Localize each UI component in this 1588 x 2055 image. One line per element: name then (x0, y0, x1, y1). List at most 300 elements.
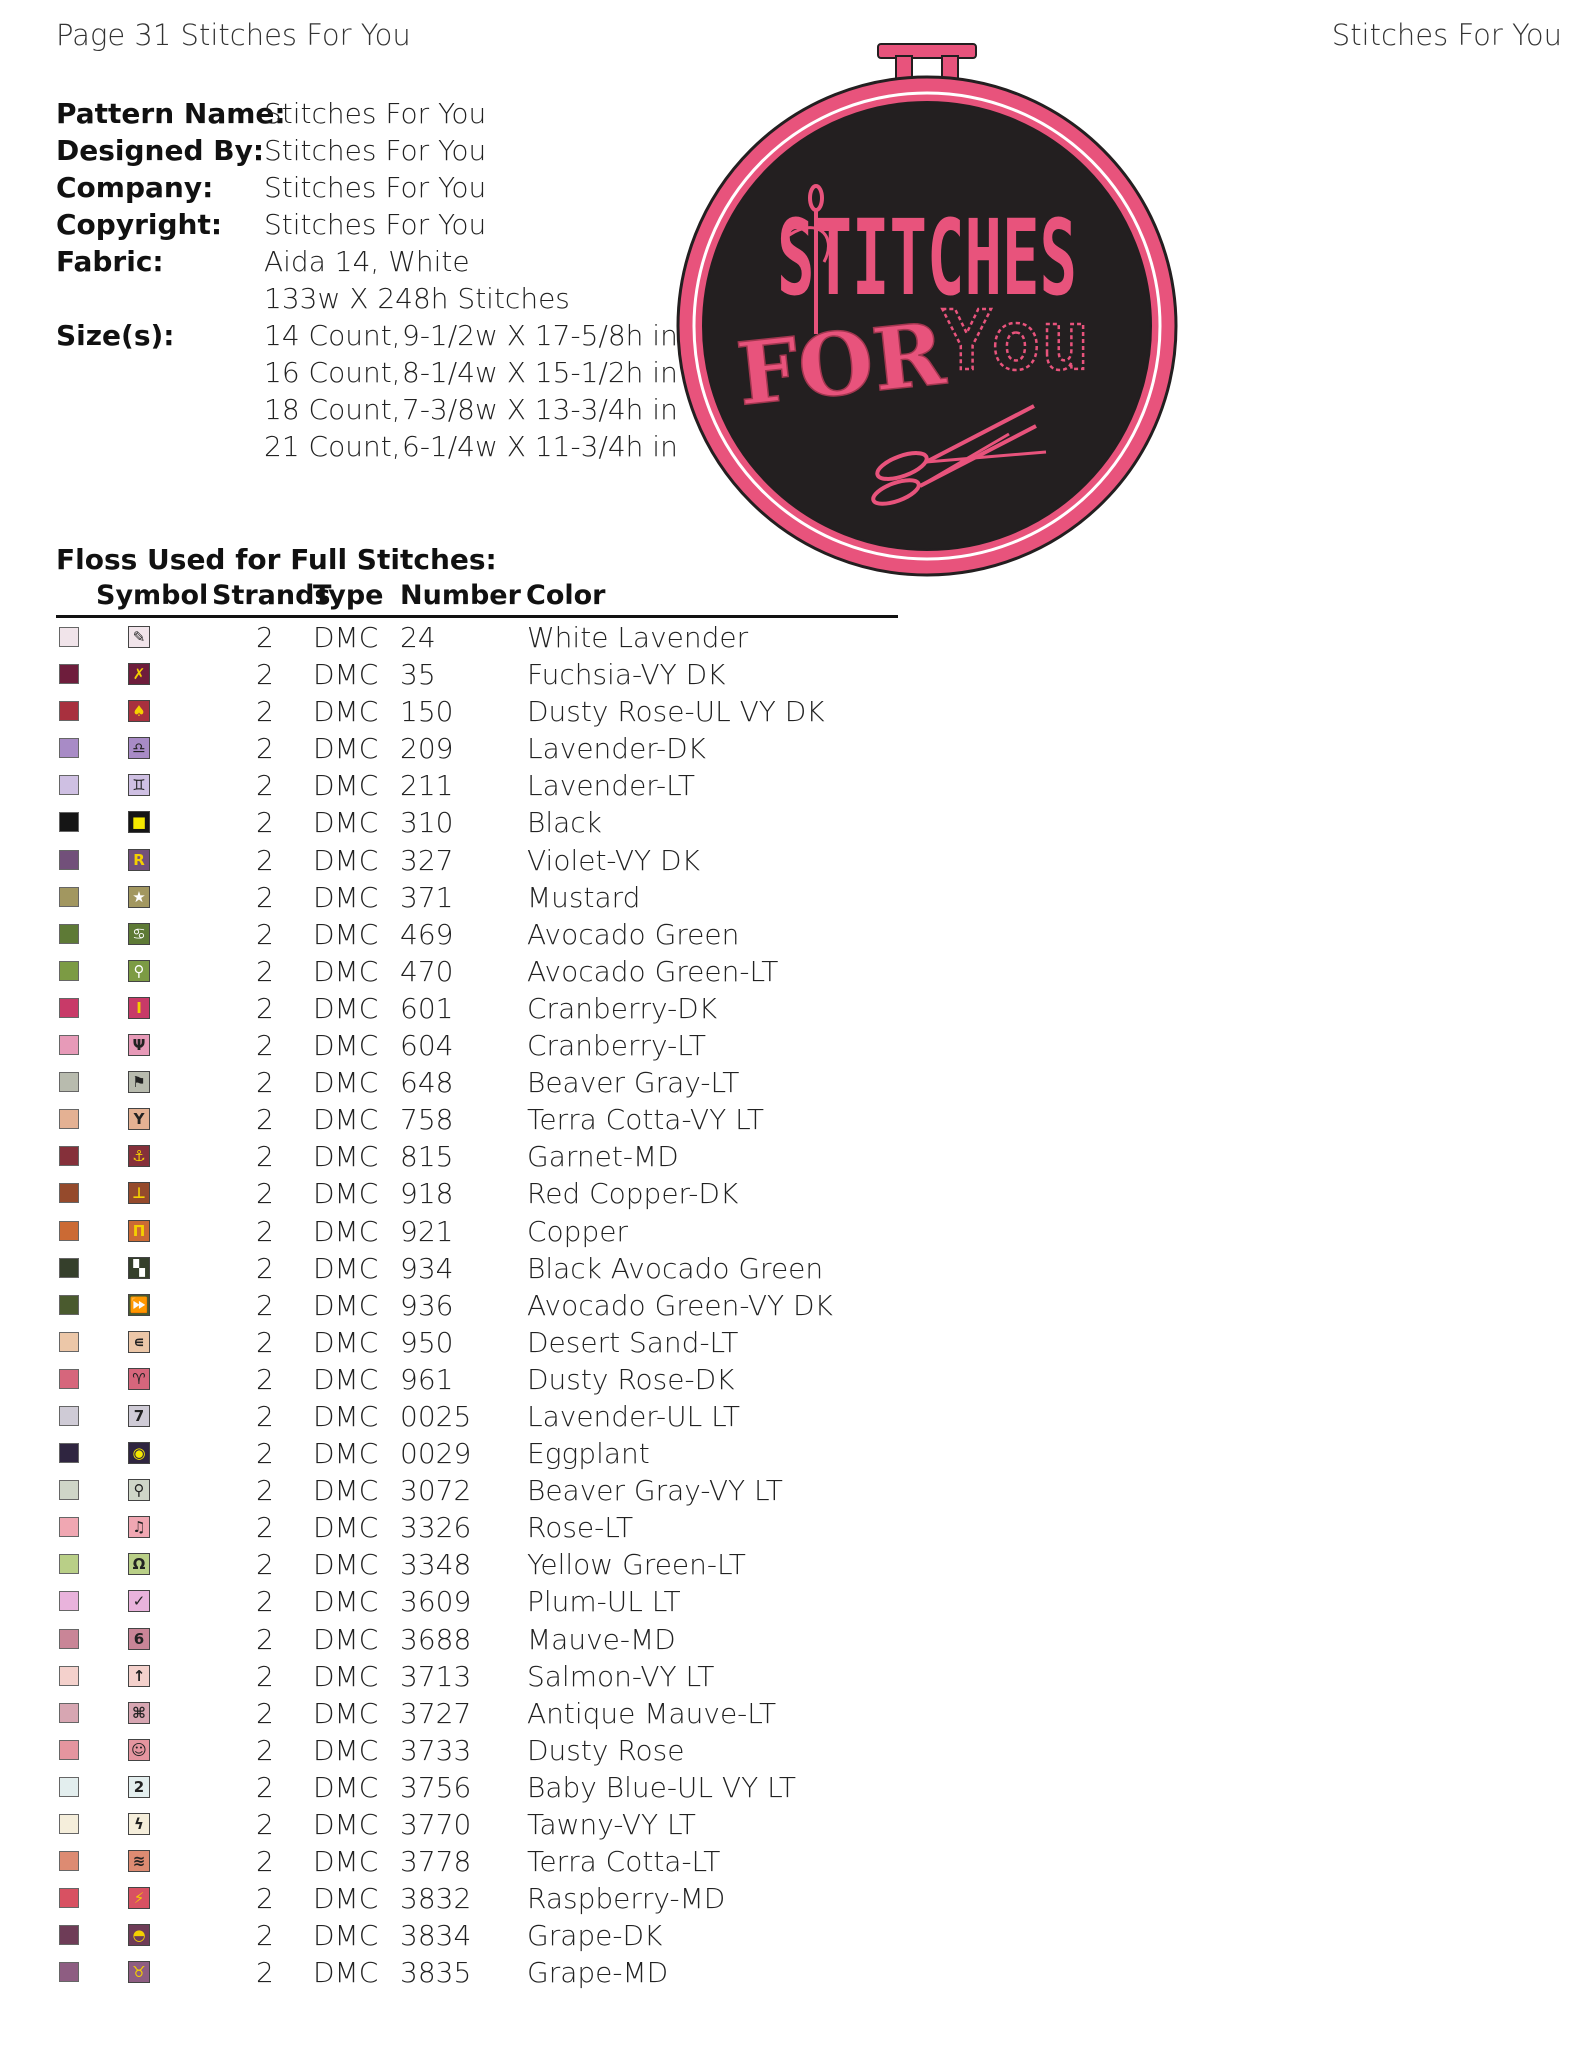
symbol-icon: ⚑ (128, 1071, 150, 1093)
symbol-icon: ■ (128, 811, 150, 833)
size-count: 14 Count, (264, 319, 401, 352)
symbol-icon: ♊ (128, 774, 150, 796)
number-cell: 3835 (400, 1956, 472, 1990)
symbol-icon: ✓ (128, 1590, 150, 1612)
color-swatch (59, 1295, 79, 1315)
color-name-cell: Copper (527, 1214, 628, 1248)
strands-cell: 2 (256, 732, 274, 766)
type-cell: DMC (313, 1659, 379, 1693)
strands-cell: 2 (256, 1140, 274, 1174)
size-value (264, 354, 678, 391)
number-cell: 921 (400, 1214, 454, 1248)
floss-row (56, 1880, 898, 1917)
color-name-cell: Red Copper-DK (527, 1177, 739, 1211)
info-row (56, 169, 678, 206)
floss-row (56, 1435, 898, 1472)
size-row (56, 391, 678, 428)
floss-row (56, 1027, 898, 1064)
color-name-cell: Cranberry-LT (527, 1029, 707, 1063)
page-header-left: Page 31 Stitches For You (56, 18, 411, 52)
color-swatch (59, 1406, 79, 1426)
color-swatch (59, 1554, 79, 1574)
strands-cell: 2 (256, 1362, 274, 1396)
strands-cell: 2 (256, 658, 274, 692)
info-label: Copyright: (56, 208, 223, 241)
color-swatch (59, 961, 79, 981)
symbol-icon: ♉ (128, 1961, 150, 1983)
floss-row (56, 1138, 898, 1175)
number-cell: 3834 (400, 1919, 472, 1953)
strands-cell: 2 (256, 695, 274, 729)
floss-row (56, 1769, 898, 1806)
strands-cell: 2 (256, 1548, 274, 1582)
color-name-cell: Violet-VY DK (527, 843, 700, 877)
type-cell: DMC (313, 806, 379, 840)
color-swatch (59, 1183, 79, 1203)
info-label: Size(s): (56, 319, 175, 352)
size-value (264, 428, 678, 465)
symbol-icon: ✗ (128, 663, 150, 685)
symbol-icon: ✎ (128, 626, 150, 648)
color-name-cell: Terra Cotta-LT (527, 1845, 721, 1879)
strands-cell: 2 (256, 1437, 274, 1471)
number-cell: 758 (400, 1103, 454, 1137)
color-name-cell: Grape-MD (527, 1956, 669, 1990)
symbol-icon: R (128, 849, 150, 871)
floss-row (56, 1472, 898, 1509)
number-cell: 3733 (400, 1733, 472, 1767)
number-cell: 936 (400, 1288, 454, 1322)
number-cell: 3778 (400, 1845, 472, 1879)
strands-cell: 2 (256, 1585, 274, 1619)
symbol-icon: 7 (128, 1405, 150, 1427)
color-swatch (59, 1629, 79, 1649)
color-name-cell: Dusty Rose (527, 1733, 685, 1767)
color-swatch (59, 1814, 79, 1834)
color-swatch (59, 1480, 79, 1500)
type-cell: DMC (313, 1140, 379, 1174)
floss-row (56, 1583, 898, 1620)
type-cell: DMC (313, 1956, 379, 1990)
color-name-cell: Yellow Green-LT (527, 1548, 746, 1582)
floss-table-header (56, 580, 898, 618)
type-cell: DMC (313, 1585, 379, 1619)
floss-row (56, 656, 898, 693)
floss-row (56, 1695, 898, 1732)
color-swatch (59, 1072, 79, 1092)
floss-row (56, 879, 898, 916)
color-name-cell: Mustard (527, 880, 641, 914)
color-name-cell: Beaver Gray-VY LT (527, 1474, 783, 1508)
info-value: Stitches For You (264, 97, 487, 130)
symbol-icon: ⚲ (128, 1479, 150, 1501)
type-cell: DMC (313, 732, 379, 766)
size-row (56, 354, 678, 391)
size-count: 18 Count, (264, 393, 401, 426)
number-cell: 371 (400, 880, 454, 914)
symbol-icon: ♠ (128, 700, 150, 722)
color-name-cell: Lavender-UL LT (527, 1399, 740, 1433)
color-swatch (59, 1109, 79, 1129)
info-value: Aida 14, White (264, 245, 470, 278)
color-name-cell: Avocado Green-LT (527, 954, 779, 988)
color-swatch (59, 738, 79, 758)
symbol-icon: ⏩ (129, 1295, 149, 1314)
number-cell: 35 (400, 658, 436, 692)
type-cell: DMC (313, 1548, 379, 1582)
strands-cell: 2 (256, 880, 274, 914)
strands-cell: 2 (256, 1845, 274, 1879)
type-cell: DMC (313, 658, 379, 692)
type-cell: DMC (313, 1362, 379, 1396)
number-cell: 24 (400, 621, 436, 654)
page-header-right: Stitches For You (1331, 18, 1562, 52)
strands-cell: 2 (256, 917, 274, 951)
strands-cell: 2 (256, 1511, 274, 1545)
type-cell: DMC (313, 1177, 379, 1211)
symbol-icon: ☺ (128, 1739, 150, 1761)
header-number: Number (400, 580, 521, 611)
type-cell: DMC (313, 769, 379, 803)
number-cell: 950 (400, 1325, 454, 1359)
color-name-cell: Plum-UL LT (527, 1585, 681, 1619)
type-cell: DMC (313, 1251, 379, 1285)
info-value: 133w X 248h Stitches (264, 282, 570, 315)
color-swatch (59, 887, 79, 907)
floss-row (56, 804, 898, 841)
type-cell: DMC (313, 1288, 379, 1322)
color-name-cell: Avocado Green-VY DK (527, 1288, 833, 1322)
strands-cell: 2 (256, 1288, 274, 1322)
type-cell: DMC (313, 1399, 379, 1433)
color-swatch (59, 1925, 79, 1945)
color-name-cell: Salmon-VY LT (527, 1659, 715, 1693)
number-cell: 209 (400, 732, 454, 766)
floss-row (56, 1287, 898, 1324)
floss-row (56, 1806, 898, 1843)
type-cell: DMC (313, 843, 379, 877)
color-swatch (59, 1666, 79, 1686)
strands-cell: 2 (256, 1808, 274, 1841)
color-swatch (59, 1740, 79, 1760)
color-name-cell: Black (527, 806, 602, 840)
color-swatch (59, 1777, 79, 1797)
color-swatch (59, 1851, 79, 1871)
info-row (56, 243, 678, 280)
strands-cell: 2 (256, 1696, 274, 1730)
type-cell: DMC (313, 1696, 379, 1730)
color-name-cell: Black Avocado Green (527, 1251, 824, 1285)
color-swatch (59, 812, 79, 832)
strands-cell: 2 (256, 954, 274, 988)
number-cell: 469 (400, 917, 454, 951)
floss-row (56, 1398, 898, 1435)
number-cell: 604 (400, 1029, 454, 1063)
color-name-cell: Fuchsia-VY DK (527, 658, 726, 692)
stitches-for-you-logo (664, 34, 1186, 578)
strands-cell: 2 (256, 1214, 274, 1248)
info-label (56, 391, 264, 428)
floss-row (56, 1213, 898, 1250)
symbol-icon: ∊ (128, 1331, 150, 1353)
type-cell: DMC (313, 1770, 379, 1804)
color-swatch (59, 701, 79, 721)
color-swatch (59, 1332, 79, 1352)
number-cell: 327 (400, 843, 454, 877)
floss-row (56, 1064, 898, 1101)
type-cell: DMC (313, 1066, 379, 1100)
floss-row (56, 730, 898, 767)
type-cell: DMC (313, 1214, 379, 1248)
type-cell: DMC (313, 1511, 379, 1545)
number-cell: 3609 (400, 1585, 472, 1619)
type-cell: DMC (313, 1845, 379, 1879)
number-cell: 3326 (400, 1511, 472, 1545)
number-cell: 3727 (400, 1696, 472, 1730)
color-swatch (59, 924, 79, 944)
header-type: Type (313, 580, 384, 611)
number-cell: 934 (400, 1251, 454, 1285)
color-swatch (59, 1146, 79, 1166)
floss-row (56, 767, 898, 804)
color-name-cell: Terra Cotta-VY LT (527, 1103, 764, 1137)
symbol-icon: ♎ (128, 737, 150, 759)
color-swatch (59, 1221, 79, 1241)
floss-row (56, 1954, 898, 1991)
number-cell: 0025 (400, 1399, 472, 1433)
color-swatch (59, 1258, 79, 1278)
number-cell: 3713 (400, 1659, 472, 1693)
info-value: Stitches For You (264, 208, 487, 241)
floss-row (56, 1843, 898, 1880)
strands-cell: 2 (256, 1659, 274, 1693)
type-cell: DMC (313, 1919, 379, 1953)
size-count: 21 Count, (264, 430, 401, 463)
number-cell: 961 (400, 1362, 454, 1396)
info-label (56, 428, 264, 465)
floss-row (56, 693, 898, 730)
number-cell: 601 (400, 991, 454, 1025)
size-dims: 7-3/8w X 13-3/4h in (402, 393, 678, 426)
header-color: Color (526, 580, 606, 611)
logo-text-for: FOR (732, 303, 950, 426)
symbol-icon: ⚡ (128, 1887, 150, 1909)
color-swatch (59, 1443, 79, 1463)
symbol-icon: ⌘ (128, 1702, 150, 1724)
color-swatch (59, 1035, 79, 1055)
number-cell: 150 (400, 695, 454, 729)
color-name-cell: Eggplant (527, 1437, 650, 1471)
floss-row (56, 1732, 898, 1769)
info-label: Designed By: (56, 134, 265, 167)
strands-cell: 2 (256, 1251, 274, 1285)
color-swatch (59, 1962, 79, 1982)
symbol-icon: Π (128, 1220, 150, 1242)
strands-cell: 2 (256, 1919, 274, 1953)
type-cell: DMC (313, 1325, 379, 1359)
color-name-cell: Cranberry-DK (527, 991, 718, 1025)
strands-cell: 2 (256, 1325, 274, 1359)
floss-row (56, 1658, 898, 1695)
type-cell: DMC (313, 1733, 379, 1767)
number-cell: 0029 (400, 1437, 472, 1471)
number-cell: 310 (400, 806, 454, 840)
header-symbol: Symbol (96, 580, 209, 611)
strands-cell: 2 (256, 1103, 274, 1137)
floss-row (56, 953, 898, 990)
color-swatch (59, 627, 79, 647)
info-row (56, 206, 678, 243)
floss-table-body (56, 619, 898, 1991)
type-cell: DMC (313, 917, 379, 951)
strands-cell: 2 (256, 1882, 274, 1916)
color-name-cell: Lavender-LT (527, 769, 695, 803)
color-name-cell: White Lavender (527, 621, 749, 654)
floss-row (56, 1509, 898, 1546)
color-name-cell: Tawny-VY LT (527, 1808, 696, 1841)
number-cell: 3072 (400, 1474, 472, 1508)
symbol-icon: ◓ (128, 1924, 150, 1946)
type-cell: DMC (313, 1029, 379, 1063)
size-dims: 6-1/4w X 11-3/4h in (402, 430, 678, 463)
size-row (56, 317, 678, 354)
color-name-cell: Grape-DK (527, 1919, 663, 1953)
floss-section-title: Floss Used for Full Stitches: (56, 543, 497, 576)
color-name-cell: Raspberry-MD (527, 1882, 726, 1916)
floss-row (56, 990, 898, 1027)
color-swatch (59, 664, 79, 684)
color-name-cell: Desert Sand-LT (527, 1325, 739, 1359)
strands-cell: 2 (256, 1399, 274, 1433)
number-cell: 3832 (400, 1882, 472, 1916)
color-swatch (59, 1591, 79, 1611)
floss-row (56, 1621, 898, 1658)
symbol-icon: ϟ (128, 1813, 150, 1835)
size-dims: 9-1/2w X 17-5/8h in (402, 319, 678, 352)
symbol-icon: ⚲ (128, 960, 150, 982)
strands-cell: 2 (256, 1029, 274, 1063)
strands-cell: 2 (256, 843, 274, 877)
symbol-icon: 6 (128, 1628, 150, 1650)
color-name-cell: Mauve-MD (527, 1622, 676, 1656)
floss-row (56, 1250, 898, 1287)
floss-row (56, 1546, 898, 1583)
info-label: Company: (56, 171, 214, 204)
color-swatch (59, 850, 79, 870)
type-cell: DMC (313, 991, 379, 1025)
strands-cell: 2 (256, 1733, 274, 1767)
color-name-cell: Baby Blue-UL VY LT (527, 1770, 796, 1804)
size-row (56, 428, 678, 465)
logo-text-you: You (941, 294, 1091, 389)
symbol-icon: 2 (128, 1776, 150, 1798)
type-cell: DMC (313, 695, 379, 729)
color-name-cell: Lavender-DK (527, 732, 707, 766)
number-cell: 3688 (400, 1622, 472, 1656)
symbol-icon: ♋ (128, 923, 150, 945)
symbol-icon: ↑ (128, 1665, 150, 1687)
symbol-icon: ▚ (128, 1257, 150, 1279)
floss-row (56, 1361, 898, 1398)
size-value (264, 391, 678, 428)
number-cell: 470 (400, 954, 454, 988)
strands-cell: 2 (256, 991, 274, 1025)
size-dims: 8-1/4w X 15-1/2h in (402, 356, 678, 389)
info-value: Stitches For You (264, 171, 487, 204)
color-name-cell: Rose-LT (527, 1511, 634, 1545)
number-cell: 211 (400, 769, 454, 803)
info-label: Pattern Name: (56, 97, 286, 130)
color-name-cell: Antique Mauve-LT (527, 1696, 777, 1730)
symbol-icon: Ω (128, 1553, 150, 1575)
color-name-cell: Garnet-MD (527, 1140, 679, 1174)
info-row (56, 95, 678, 132)
strands-cell: 2 (256, 1770, 274, 1804)
type-cell: DMC (313, 880, 379, 914)
number-cell: 648 (400, 1066, 454, 1100)
color-swatch (59, 1703, 79, 1723)
color-name-cell: Dusty Rose-UL VY DK (527, 695, 825, 729)
symbol-icon: ◉ (128, 1442, 150, 1464)
header-strands: Strands (212, 580, 331, 611)
symbol-icon: ≋ (128, 1850, 150, 1872)
color-name-cell: Avocado Green (527, 917, 740, 951)
type-cell: DMC (313, 1103, 379, 1137)
floss-row (56, 1101, 898, 1138)
info-row (56, 132, 678, 169)
info-label (56, 354, 264, 391)
symbol-icon: ★ (128, 886, 150, 908)
info-value: Stitches For You (264, 134, 487, 167)
floss-row (56, 1175, 898, 1212)
symbol-icon: Y (128, 1108, 150, 1130)
strands-cell: 2 (256, 621, 274, 654)
logo-text-stitches: STITCHES (777, 197, 1077, 319)
number-cell: 3770 (400, 1808, 472, 1841)
symbol-icon: ⚓ (128, 1145, 150, 1167)
number-cell: 918 (400, 1177, 454, 1211)
color-swatch (59, 775, 79, 795)
floss-row (56, 1917, 898, 1954)
strands-cell: 2 (256, 1622, 274, 1656)
type-cell: DMC (313, 954, 379, 988)
floss-row (56, 1324, 898, 1361)
number-cell: 3756 (400, 1770, 472, 1804)
type-cell: DMC (313, 1474, 379, 1508)
number-cell: 815 (400, 1140, 454, 1174)
symbol-icon: ♈ (128, 1368, 150, 1390)
type-cell: DMC (313, 1808, 379, 1841)
strands-cell: 2 (256, 1066, 274, 1100)
color-name-cell: Beaver Gray-LT (527, 1066, 740, 1100)
symbol-icon: ⊥ (128, 1182, 150, 1204)
color-swatch (59, 1888, 79, 1908)
color-name-cell: Dusty Rose-DK (527, 1362, 735, 1396)
strands-cell: 2 (256, 769, 274, 803)
info-row (56, 280, 678, 317)
info-label (56, 280, 264, 317)
type-cell: DMC (313, 1622, 379, 1656)
number-cell: 3348 (400, 1548, 472, 1582)
type-cell: DMC (313, 1882, 379, 1916)
color-swatch (59, 1517, 79, 1537)
size-value (264, 317, 678, 354)
color-swatch (59, 1369, 79, 1389)
size-count: 16 Count, (264, 356, 401, 389)
symbol-icon: Ⅰ (128, 997, 150, 1019)
symbol-icon: ♫ (128, 1516, 150, 1538)
info-label: Fabric: (56, 245, 164, 278)
